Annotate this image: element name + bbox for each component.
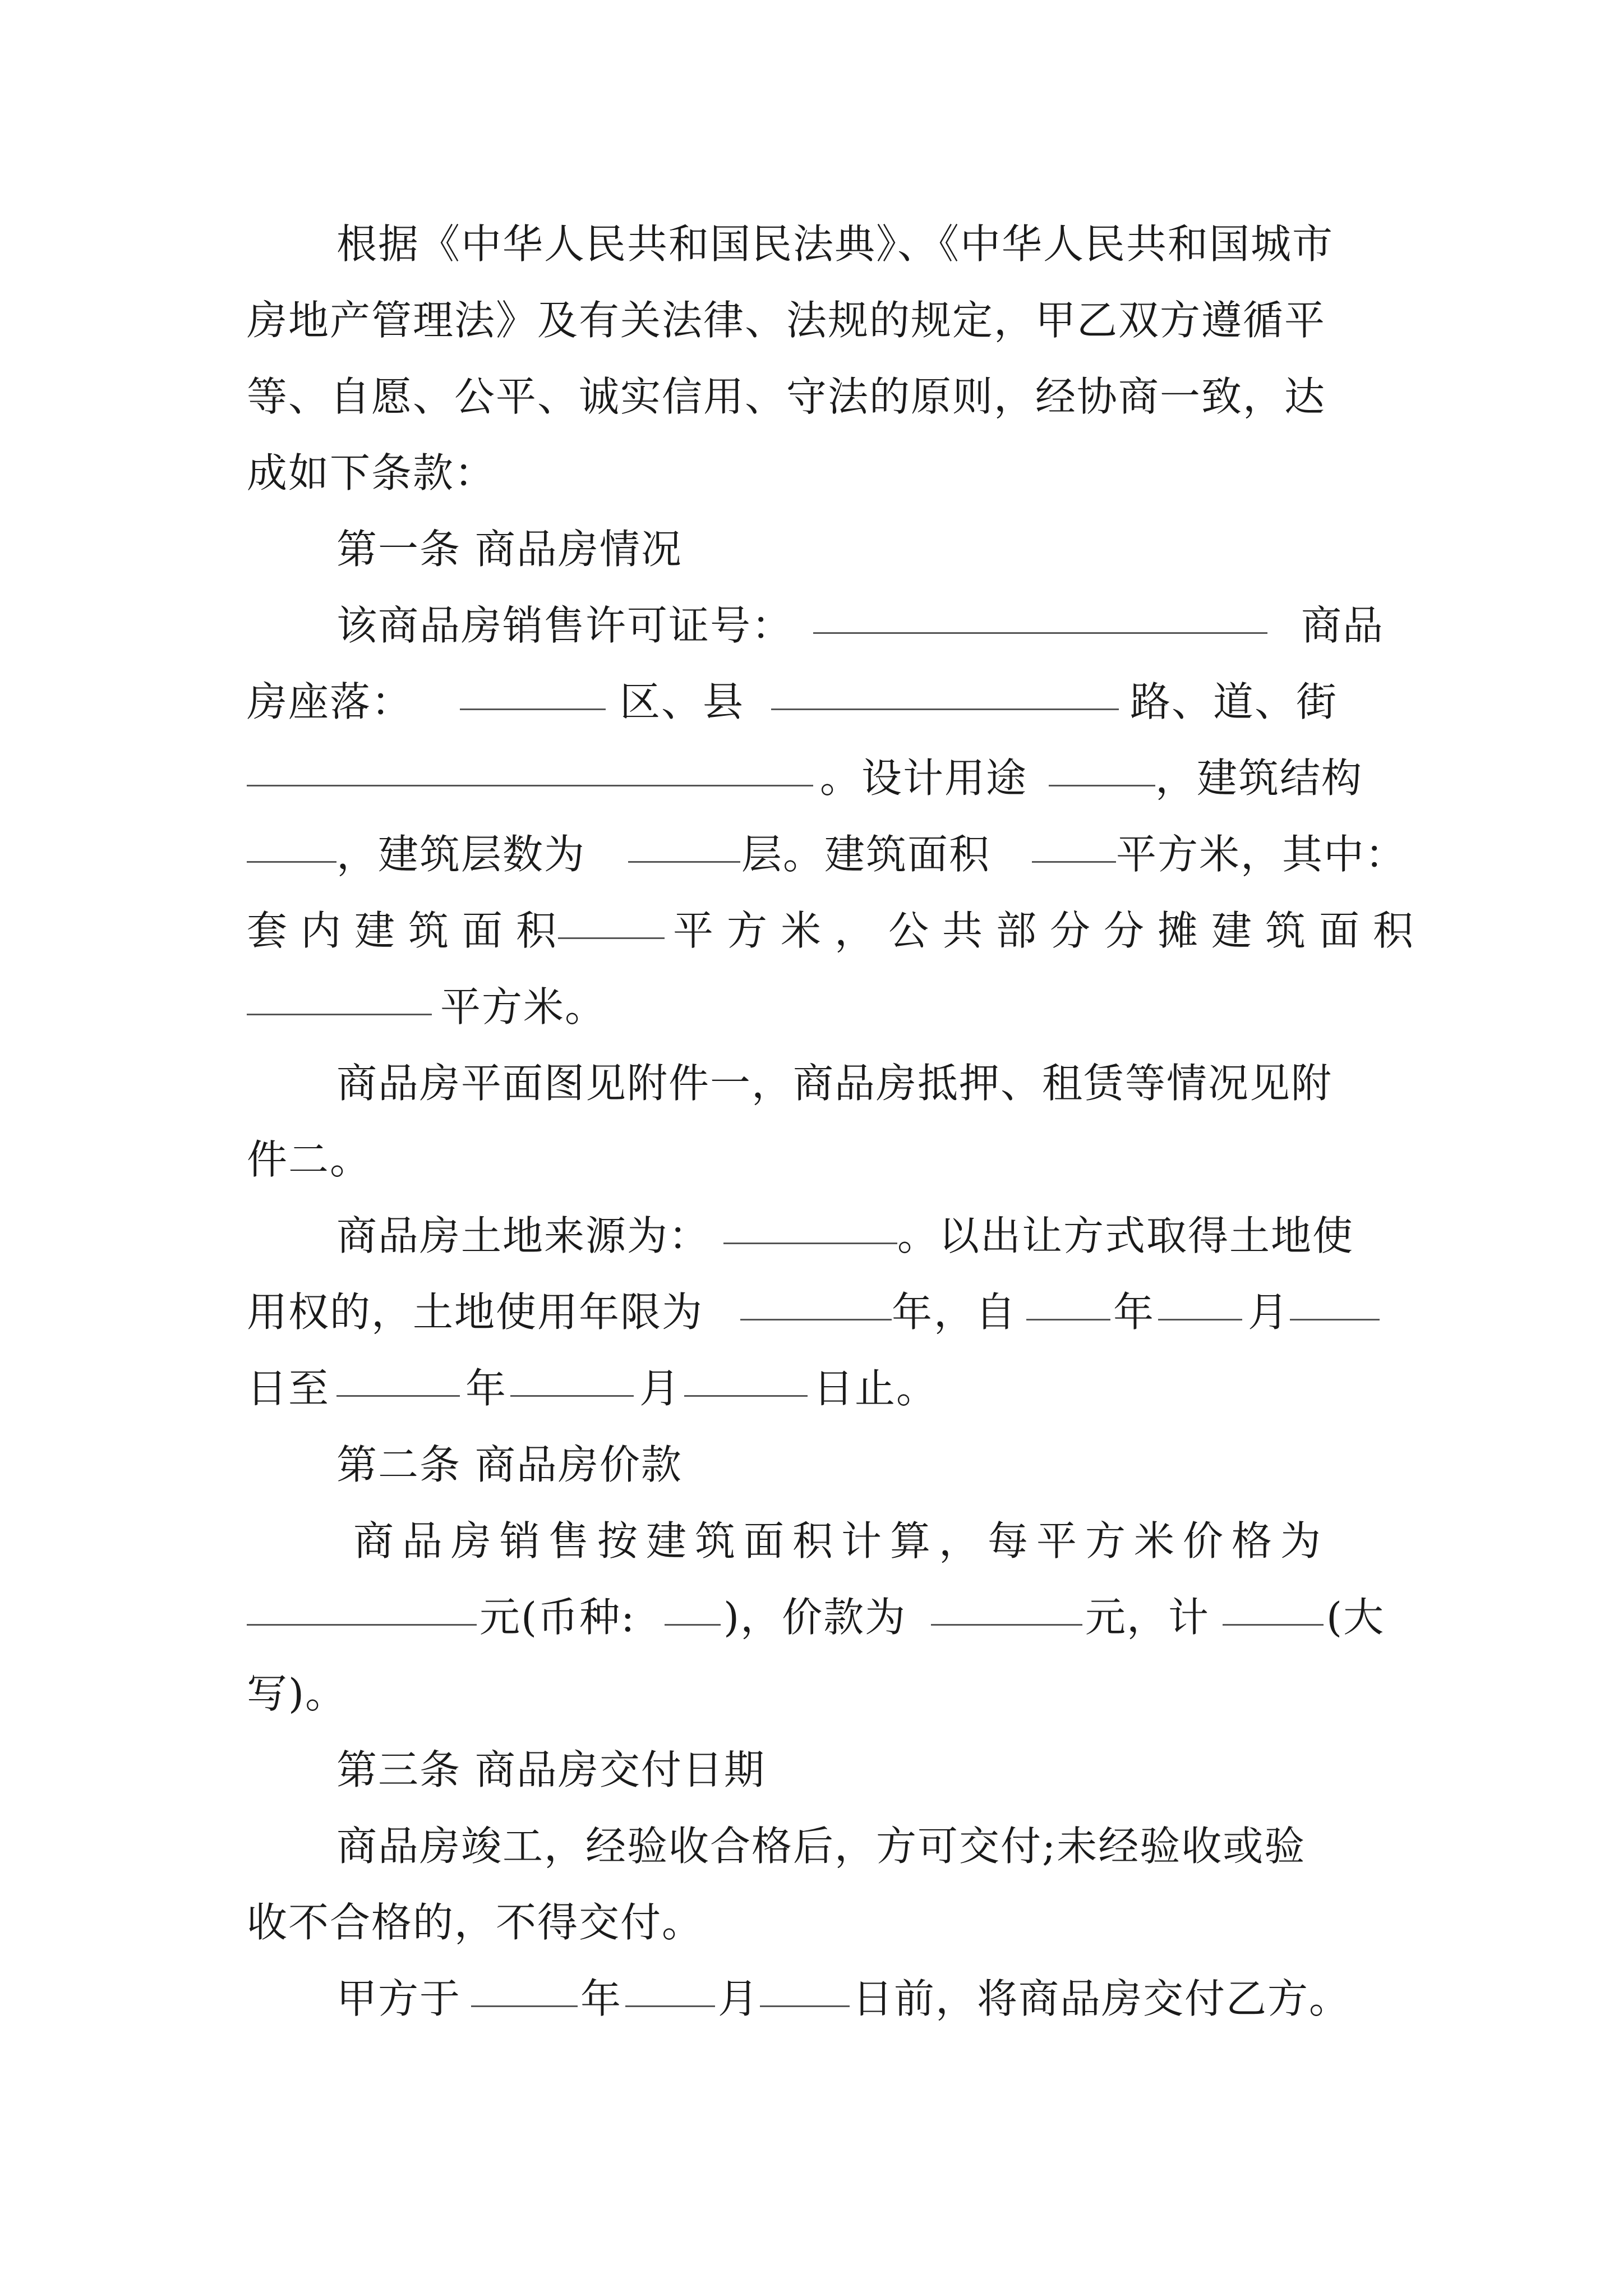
structure-label: ，建筑结构 <box>1155 754 1363 802</box>
delivery-month-blank[interactable] <box>625 1972 715 2007</box>
road-label: 路、道、街 <box>1130 678 1338 725</box>
delivery-day-field[interactable] <box>760 1968 850 2030</box>
delivery-year-blank[interactable] <box>471 1972 578 2007</box>
article-1-line-license <box>336 595 793 656</box>
location-label-a: 商品 <box>1301 602 1385 649</box>
completion-line-2: 收不合格的，不得交付。 <box>247 1899 704 1946</box>
building-area-field[interactable] <box>1032 823 1116 885</box>
floors-label-b: 层。建筑面积 <box>741 831 991 878</box>
design-use-field[interactable] <box>1049 747 1155 809</box>
to-day-field[interactable] <box>684 1358 808 1419</box>
article-3-heading: 第三条 商品房交付日期 <box>336 1746 766 1793</box>
from-month-blank[interactable] <box>1158 1285 1242 1320</box>
district-blank[interactable] <box>460 675 606 710</box>
delivery-month-field[interactable] <box>625 1968 715 2030</box>
total-price-field[interactable] <box>931 1586 1082 1648</box>
inner-area-blank[interactable] <box>558 904 665 939</box>
preamble-line-2: 房地产管理法》及有关法律、法规的规定，甲乙双方遵循平 <box>247 297 1326 344</box>
party-a-label: 甲方于 <box>336 1975 462 2022</box>
from-month-field[interactable] <box>1158 1281 1242 1343</box>
to-year-label: 年 <box>465 1365 508 1412</box>
street-field[interactable] <box>247 747 813 809</box>
to-year-blank[interactable] <box>336 1361 460 1397</box>
license-number-field[interactable] <box>813 595 1267 656</box>
building-area-blank[interactable] <box>1032 827 1116 863</box>
floors-field[interactable] <box>628 823 740 885</box>
delivery-day-blank[interactable] <box>760 1972 850 2007</box>
currency-label-a: 元(币种: <box>479 1594 636 1641</box>
delivery-day-label: 日前，将商品房交付乙方。 <box>852 1975 1351 2022</box>
total-label-b: 元，计 <box>1085 1594 1210 1641</box>
design-use-blank[interactable] <box>1049 751 1155 786</box>
inner-area-label: 套内建筑面积 <box>247 907 570 954</box>
floors-blank[interactable] <box>628 827 740 863</box>
article-1-heading: 第一条 商品房情况 <box>336 526 683 573</box>
from-year-field[interactable] <box>1026 1281 1110 1343</box>
completion-line-1: 商品房竣工，经验收合格后，方可交付;未经验收或验 <box>336 1823 1306 1870</box>
uppercase-field[interactable] <box>1223 1586 1324 1648</box>
county-field[interactable] <box>771 671 1119 733</box>
district-field[interactable] <box>460 671 606 733</box>
preamble-line-1: 根据《中华人民共和国民法典》、《中华人民共和国城市 <box>336 220 1334 268</box>
to-month-label: 月 <box>639 1365 681 1412</box>
currency-blank[interactable] <box>665 1590 721 1626</box>
day-to-label: 日至 <box>247 1365 330 1412</box>
delivery-year-label: 年 <box>580 1975 623 2022</box>
article-2-heading: 第二条 商品房价款 <box>336 1441 683 1488</box>
delivery-month-label: 月 <box>718 1975 760 2022</box>
street-blank[interactable] <box>247 751 813 786</box>
until-label: 日止。 <box>813 1365 938 1412</box>
land-source-blank[interactable] <box>723 1209 897 1244</box>
uppercase-label-b: 写)。 <box>247 1670 347 1717</box>
preamble-line-4: 成如下条款： <box>247 449 496 496</box>
land-from-label: ，自 <box>934 1289 1017 1336</box>
land-years-blank[interactable] <box>740 1285 892 1320</box>
total-price-blank[interactable] <box>931 1590 1082 1626</box>
from-year-label: 年 <box>1113 1289 1155 1336</box>
attachment-line-1: 商品房平面图见附件一，商品房抵押、租赁等情况见附 <box>336 1060 1333 1107</box>
structure-blank[interactable] <box>247 827 336 863</box>
land-rights-label: 。以出让方式取得土地使 <box>897 1212 1354 1259</box>
unit-price-blank[interactable] <box>247 1590 477 1626</box>
preamble-line-3: 等、自愿、公平、诚实信用、守法的原则，经协商一致，达 <box>247 373 1326 420</box>
attachment-line-2: 件二。 <box>247 1136 372 1183</box>
land-source-field[interactable] <box>723 1205 897 1267</box>
public-area-label: 平方米，公共部分分摊建筑面积 <box>673 907 1427 954</box>
area-label-b: 平方米，其中： <box>1116 831 1407 878</box>
land-years-field[interactable] <box>740 1281 892 1343</box>
public-area-field[interactable] <box>247 976 432 1038</box>
from-day-field[interactable] <box>1290 1281 1380 1343</box>
design-use-label: 。设计用途 <box>820 754 1028 802</box>
floors-label-a: ，建筑层数为 <box>336 831 586 878</box>
from-day-blank[interactable] <box>1290 1285 1380 1320</box>
location-label-b: 房座落： <box>247 678 413 725</box>
license-label: 该商品房销售许可证号： <box>336 602 794 649</box>
land-years-year-label: 年 <box>892 1289 934 1336</box>
article-1-line-location <box>247 671 413 733</box>
county-blank[interactable] <box>771 675 1119 710</box>
from-month-label: 月 <box>1248 1289 1290 1336</box>
delivery-year-field[interactable] <box>471 1968 578 2030</box>
inner-area-field[interactable] <box>558 900 665 961</box>
uppercase-label-a: (大 <box>1326 1594 1385 1641</box>
to-month-field[interactable] <box>510 1358 634 1419</box>
land-years-label: 用权的，土地使用年限为 <box>247 1289 704 1336</box>
uppercase-blank[interactable] <box>1223 1590 1324 1626</box>
district-label: 区、县 <box>620 678 745 725</box>
currency-label-b: )，价款为 <box>723 1594 907 1641</box>
currency-field[interactable] <box>665 1586 721 1648</box>
to-day-blank[interactable] <box>684 1361 808 1397</box>
land-source-label: 商品房土地来源为： <box>336 1212 711 1259</box>
license-number-blank[interactable] <box>813 599 1267 634</box>
public-area-blank[interactable] <box>247 980 432 1015</box>
from-year-blank[interactable] <box>1026 1285 1110 1320</box>
to-year-field[interactable] <box>336 1358 460 1419</box>
unit-price-field[interactable] <box>247 1586 477 1648</box>
to-month-blank[interactable] <box>510 1361 634 1397</box>
structure-field[interactable] <box>247 823 336 885</box>
price-calc-label: 商品房销售按建筑面积计算，每平方米价格为 <box>353 1517 1330 1565</box>
sqm-end-label: 平方米。 <box>440 983 607 1030</box>
